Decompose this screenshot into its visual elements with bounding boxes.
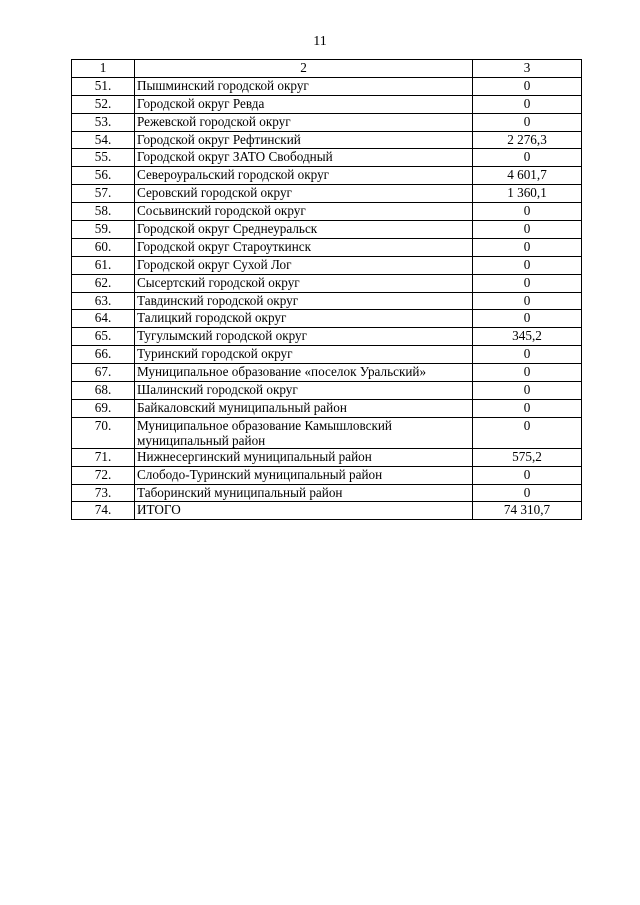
row-number-cell: 74. bbox=[72, 502, 135, 520]
municipality-name-cell: Городской округ ЗАТО Свободный bbox=[135, 149, 473, 167]
row-number-cell: 61. bbox=[72, 256, 135, 274]
amount-cell: 0 bbox=[473, 310, 582, 328]
table-row bbox=[72, 238, 582, 256]
row-number-cell: 65. bbox=[72, 328, 135, 346]
column-header: 2 bbox=[135, 60, 473, 78]
municipality-name-cell: Городской округ Среднеуральск bbox=[135, 221, 473, 239]
amount-cell: 575,2 bbox=[473, 448, 582, 466]
table-row bbox=[72, 77, 582, 95]
row-number-cell: 71. bbox=[72, 448, 135, 466]
amount-cell: 0 bbox=[473, 382, 582, 400]
table-row bbox=[72, 328, 582, 346]
row-number-cell: 72. bbox=[72, 466, 135, 484]
amount-cell: 0 bbox=[473, 113, 582, 131]
row-number-cell: 55. bbox=[72, 149, 135, 167]
table-row bbox=[72, 167, 582, 185]
page-number: 11 bbox=[313, 34, 327, 49]
row-number-cell: 69. bbox=[72, 399, 135, 417]
row-number-cell: 63. bbox=[72, 292, 135, 310]
municipality-name-cell: Городской округ Ревда bbox=[135, 95, 473, 113]
table-row bbox=[72, 448, 582, 466]
amount-cell: 1 360,1 bbox=[473, 185, 582, 203]
municipality-name-cell: Североуральский городской округ bbox=[135, 167, 473, 185]
municipality-name-cell: Таборинский муниципальный район bbox=[135, 484, 473, 502]
municipality-name-cell: Городской округ Рефтинский bbox=[135, 131, 473, 149]
municipality-name-cell: Городской округ Сухой Лог bbox=[135, 256, 473, 274]
municipality-name-cell: Пышминский городской округ bbox=[135, 77, 473, 95]
municipality-name-cell: Туринский городской округ bbox=[135, 346, 473, 364]
table-row bbox=[72, 113, 582, 131]
amount-cell: 2 276,3 bbox=[473, 131, 582, 149]
table-row bbox=[72, 95, 582, 113]
row-number-cell: 54. bbox=[72, 131, 135, 149]
municipality-name-cell: Талицкий городской округ bbox=[135, 310, 473, 328]
municipality-name-cell: Сысертский городской округ bbox=[135, 274, 473, 292]
municipality-name-cell: Муниципальное образование «поселок Уральский» bbox=[135, 364, 473, 382]
row-number-cell: 70. bbox=[72, 417, 135, 448]
row-number-cell: 56. bbox=[72, 167, 135, 185]
table-row bbox=[72, 131, 582, 149]
amount-cell: 0 bbox=[473, 149, 582, 167]
row-number-cell: 62. bbox=[72, 274, 135, 292]
row-number-cell: 73. bbox=[72, 484, 135, 502]
amount-cell: 0 bbox=[473, 292, 582, 310]
table-row bbox=[72, 185, 582, 203]
municipality-name-cell: Шалинский городской округ bbox=[135, 382, 473, 400]
amount-cell: 0 bbox=[473, 484, 582, 502]
table-row bbox=[72, 292, 582, 310]
row-number-cell: 57. bbox=[72, 185, 135, 203]
table-row bbox=[72, 399, 582, 417]
amount-cell: 345,2 bbox=[473, 328, 582, 346]
table-row bbox=[72, 417, 582, 448]
amount-cell: 0 bbox=[473, 203, 582, 221]
amount-cell: 0 bbox=[473, 256, 582, 274]
row-number-cell: 66. bbox=[72, 346, 135, 364]
table-row bbox=[72, 256, 582, 274]
row-number-cell: 53. bbox=[72, 113, 135, 131]
municipality-name-cell: ИТОГО bbox=[135, 502, 473, 520]
amount-cell: 0 bbox=[473, 95, 582, 113]
table-row bbox=[72, 484, 582, 502]
municipality-name-cell: Тавдинский городской округ bbox=[135, 292, 473, 310]
table-row bbox=[72, 221, 582, 239]
amount-cell: 0 bbox=[473, 77, 582, 95]
amount-cell: 0 bbox=[473, 399, 582, 417]
municipality-name-cell: Городской округ Староуткинск bbox=[135, 238, 473, 256]
municipality-name-cell: Тугулымский городской округ bbox=[135, 328, 473, 346]
row-number-cell: 64. bbox=[72, 310, 135, 328]
row-number-cell: 67. bbox=[72, 364, 135, 382]
table-row bbox=[72, 149, 582, 167]
municipality-name-cell: Серовский городской округ bbox=[135, 185, 473, 203]
municipality-name-cell: Слободо-Туринский муниципальный район bbox=[135, 466, 473, 484]
table-row bbox=[72, 382, 582, 400]
municipality-name-cell: Муниципальное образование Камышловский муниципальный район bbox=[135, 417, 473, 448]
municipality-name-cell: Байкаловский муниципальный район bbox=[135, 399, 473, 417]
amount-cell: 0 bbox=[473, 417, 582, 448]
row-number-cell: 60. bbox=[72, 238, 135, 256]
column-header: 1 bbox=[72, 60, 135, 78]
amount-cell: 0 bbox=[473, 238, 582, 256]
data-table bbox=[71, 59, 582, 520]
amount-cell: 0 bbox=[473, 364, 582, 382]
table-row bbox=[72, 466, 582, 484]
municipality-name-cell: Нижнесергинский муниципальный район bbox=[135, 448, 473, 466]
amount-cell: 0 bbox=[473, 346, 582, 364]
row-number-cell: 51. bbox=[72, 77, 135, 95]
table-header-row bbox=[72, 60, 582, 78]
table-row bbox=[72, 346, 582, 364]
municipality-name-cell: Сосьвинский городской округ bbox=[135, 203, 473, 221]
table-row bbox=[72, 502, 582, 520]
table-row bbox=[72, 274, 582, 292]
column-header: 3 bbox=[473, 60, 582, 78]
amount-cell: 0 bbox=[473, 221, 582, 239]
table-row bbox=[72, 364, 582, 382]
row-number-cell: 52. bbox=[72, 95, 135, 113]
table-row bbox=[72, 203, 582, 221]
row-number-cell: 68. bbox=[72, 382, 135, 400]
row-number-cell: 58. bbox=[72, 203, 135, 221]
amount-cell: 0 bbox=[473, 466, 582, 484]
municipality-name-cell: Режевской городской округ bbox=[135, 113, 473, 131]
table-row bbox=[72, 310, 582, 328]
row-number-cell: 59. bbox=[72, 221, 135, 239]
amount-cell: 74 310,7 bbox=[473, 502, 582, 520]
amount-cell: 4 601,7 bbox=[473, 167, 582, 185]
amount-cell: 0 bbox=[473, 274, 582, 292]
